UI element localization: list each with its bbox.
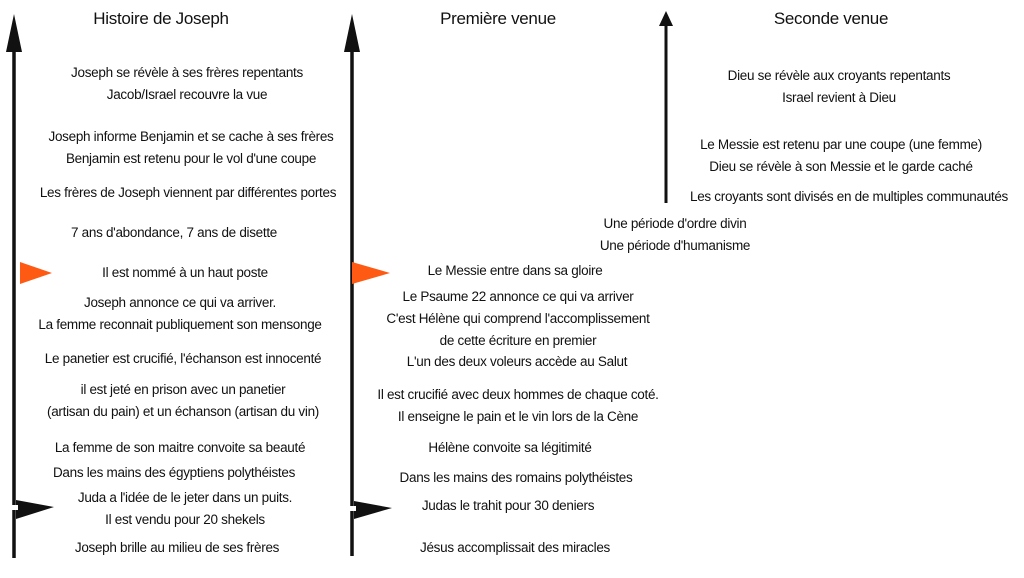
event-line: il est jeté en prison avec un panetier bbox=[80, 382, 286, 397]
premiere-event-judas bbox=[422, 495, 594, 517]
event-line: Le Messie entre dans sa gloire bbox=[427, 263, 603, 278]
premiere-event-crucifie bbox=[377, 384, 658, 428]
axis-joseph-arrowhead bbox=[6, 14, 22, 52]
joseph-event-egyptiens bbox=[53, 462, 295, 484]
seconde-event-divises bbox=[690, 186, 1008, 208]
event-line: Joseph annonce ce qui va arriver. bbox=[84, 295, 276, 310]
event-line: Le Messie est retenu par une coupe (une femme) bbox=[700, 137, 982, 152]
event-line: Le panetier est crucifié, l'échanson est innocenté bbox=[44, 351, 322, 366]
event-line: L'un des deux voleurs accède au Salut bbox=[406, 354, 628, 369]
event-line: Joseph informe Benjamin et se cache à ses frères bbox=[48, 129, 334, 144]
premiere-event-periodes bbox=[600, 213, 750, 257]
event-line: Il est crucifié avec deux hommes de chaque coté. bbox=[377, 387, 659, 402]
event-line: Les frères de Joseph viennent par différentes portes bbox=[39, 185, 337, 200]
event-line: Jacob/Israel recouvre la vue bbox=[106, 87, 268, 102]
event-line: Israel revient à Dieu bbox=[782, 90, 896, 105]
seconde-event-coupe bbox=[700, 134, 982, 178]
premiere-event-gloire bbox=[428, 260, 603, 282]
event-line: Jésus accomplissait des miracles bbox=[420, 540, 610, 555]
column-title-joseph: Histoire de Joseph bbox=[93, 9, 229, 28]
joseph-event-puits bbox=[78, 487, 292, 531]
joseph-event-panetier bbox=[45, 348, 322, 370]
event-line: Dieu se révèle à son Messie et le garde caché bbox=[709, 159, 973, 174]
orange-flag-premiere bbox=[352, 262, 390, 284]
premiere-event-voleur bbox=[407, 351, 627, 373]
event-line: Une période d'ordre divin bbox=[603, 216, 747, 231]
event-line: La femme de son maitre convoite sa beauté bbox=[54, 440, 306, 455]
flag-notch-premiere bbox=[350, 506, 356, 511]
joseph-event-prison bbox=[47, 379, 319, 423]
event-line: Dieu se révèle aux croyants repentants bbox=[727, 68, 951, 83]
black-flag-premiere bbox=[354, 501, 392, 519]
event-line: Joseph brille au milieu de ses frères bbox=[74, 540, 280, 555]
orange-flag-joseph bbox=[20, 262, 52, 284]
event-line: 7 ans d'abondance, 7 ans de disette bbox=[71, 225, 277, 240]
event-line: Les croyants sont divisés en de multiples communautés bbox=[689, 189, 1009, 204]
event-line: Dans les mains des égyptiens polythéistes bbox=[52, 465, 296, 480]
event-line: de cette écriture en premier bbox=[439, 333, 597, 348]
event-line: Il est nommé à un haut poste bbox=[102, 265, 268, 280]
column-title-seconde: Seconde venue bbox=[773, 9, 889, 28]
joseph-event-brille bbox=[75, 537, 279, 559]
event-line: Une période d'humanisme bbox=[599, 238, 751, 253]
premiere-event-helene bbox=[428, 437, 591, 459]
premiere-event-romains bbox=[400, 467, 633, 489]
event-line: Le Psaume 22 annonce ce qui va arriver bbox=[402, 289, 634, 304]
seconde-event-revele bbox=[728, 65, 951, 109]
joseph-event-abondance bbox=[71, 222, 277, 244]
joseph-event-benjamin bbox=[49, 126, 334, 170]
joseph-event-portes bbox=[40, 182, 336, 204]
event-line: C'est Hélène qui comprend l'accomplissement bbox=[386, 311, 650, 326]
axis-seconde-arrowhead bbox=[659, 11, 673, 26]
event-line: Juda a l'idée de le jeter dans un puits. bbox=[77, 490, 293, 505]
event-line: Hélène convoite sa légitimité bbox=[428, 440, 592, 455]
joseph-event-haut-poste bbox=[102, 262, 268, 284]
premiere-event-psaume bbox=[386, 286, 649, 352]
joseph-event-reveal bbox=[71, 62, 303, 106]
event-line: Joseph se révèle à ses frères repentants bbox=[71, 65, 303, 80]
premiere-event-miracles bbox=[420, 537, 610, 559]
event-line: Judas le trahit pour 30 deniers bbox=[421, 498, 595, 513]
event-line: Il enseigne le pain et le vin lors de la Cène bbox=[397, 409, 639, 424]
joseph-event-annonce bbox=[38, 292, 321, 336]
black-flag-joseph bbox=[16, 500, 54, 519]
flag-notch-joseph bbox=[12, 505, 18, 510]
column-title-premiere: Première venue bbox=[440, 9, 556, 28]
event-line: Dans les mains des romains polythéistes bbox=[399, 470, 633, 485]
joseph-event-convoite bbox=[55, 437, 305, 459]
event-line: Benjamin est retenu pour le vol d'une coupe bbox=[65, 151, 317, 166]
event-line: Il est vendu pour 20 shekels bbox=[105, 512, 265, 527]
event-line: La femme reconnait publiquement son mensonge bbox=[38, 317, 322, 332]
axis-premiere-arrowhead bbox=[344, 14, 360, 52]
event-line: (artisan du pain) et un échanson (artisan du vin) bbox=[47, 404, 319, 419]
